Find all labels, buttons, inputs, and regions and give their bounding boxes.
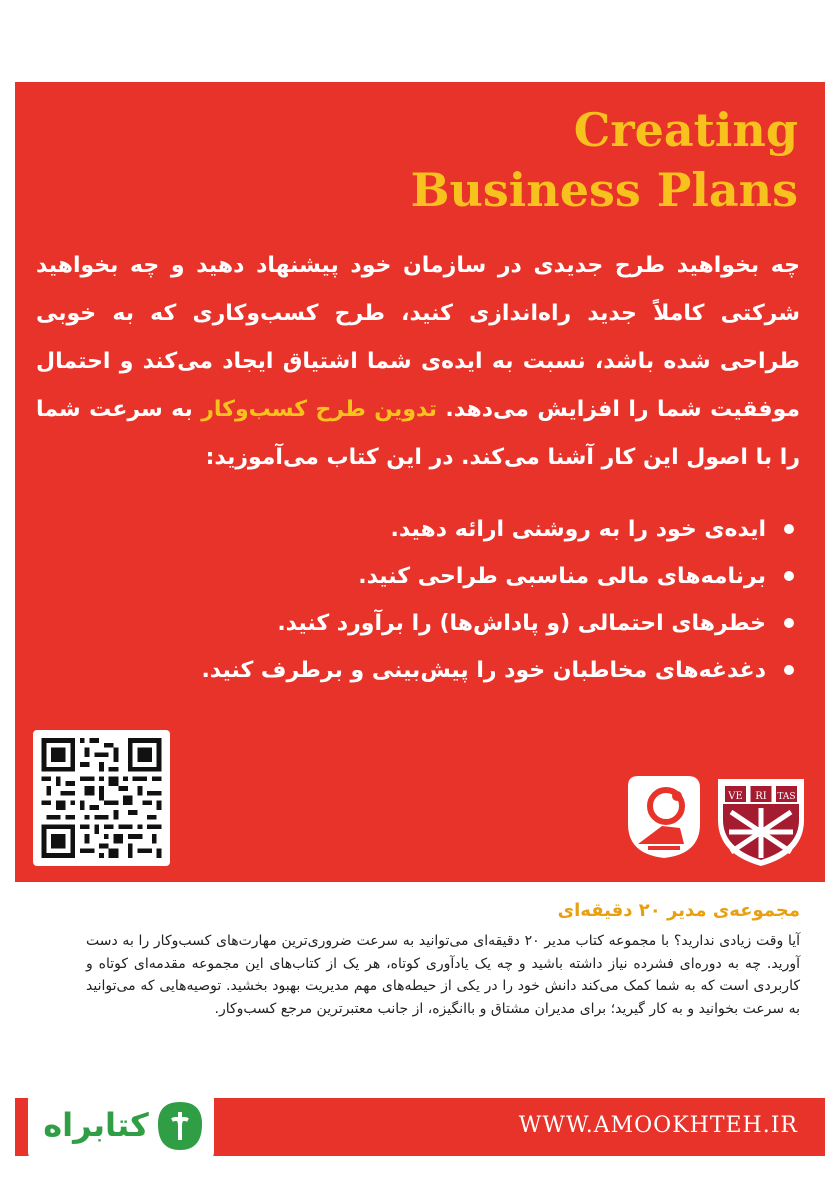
list-item-text: خطرهای احتمالی (و پاداش‌ها) را برآورد کنید. [277, 611, 766, 636]
bullet-dot-icon [784, 665, 794, 675]
intro-text-before: چه بخواهید طرح جدیدی در سازمان خود پیشنهاد دهید و چه بخواهید شرکتی کاملاً جدید راه‌اندازی کنید، طرح کسب‌و‌کاری که به خوبی طراحی شده باشد، نسبت به ایده‌ی شما اشتیاق ایجاد می‌کند و احتمال موفقیت شما را افزایش می‌دهد. [36, 253, 800, 422]
website-link[interactable]: WWW.AMOOKHTEH.IR [518, 1113, 798, 1138]
qr-pattern [41, 738, 162, 858]
list-item [200, 600, 800, 647]
bullet-dot-icon [784, 618, 794, 628]
harvard-shield-graphic [715, 776, 807, 868]
book-title [278, 100, 798, 220]
list-item-text: دغدغه‌های مخاطبان خود را پیش‌بینی و برطرف کنید. [201, 658, 766, 683]
series-description: آیا وقت زیادی ندارید؟ با مجموعه کتاب مدیر ۲۰ دقیقه‌ای می‌توانید به سرعت ضروری‌ترین مهارت‌های کسب‌وکار را به دست آورید. چه به دوره‌ای فشرده نیاز داشته باشید و چه یک یادآوری کوتاه، هر یک از کتاب‌های این مجموعه مقدمه‌ای کوتاه و کاربردی است که به شما کمک می‌کند دانش خود را در یکی از حیطه‌های مهم مدیریت بهبود بخشید. توصیه‌هایی که می‌توانید به سرعت بخوانید و به کار گیرید؛ برای مدیران مشتاق و باانگیزه، از جانب معتبرترین مرجع کسب‌وکار. [86, 933, 800, 1017]
book-leaf-icon [154, 1098, 206, 1154]
list-item [200, 553, 800, 600]
list-item-text: برنامه‌های مالی مناسبی طراحی کنید. [358, 564, 766, 589]
intro-paragraph [36, 242, 800, 482]
bullet-dot-icon [784, 571, 794, 581]
series-title: مجموعه‌ی مدیر ۲۰ دقیقه‌ای [557, 900, 800, 921]
list-item [200, 647, 800, 694]
list-item [200, 506, 800, 553]
title-line-2: Business Plans [410, 163, 798, 217]
publisher-logo-icon [618, 772, 706, 862]
publisher-logo-graphic [618, 772, 706, 862]
shield-text-3: TAS [777, 792, 796, 802]
learning-points-list [200, 506, 800, 694]
ketabrah-brand-text: کتابراه [43, 1106, 149, 1144]
harvard-shield-icon [715, 776, 807, 868]
intro-text-after: به سرعت شما را با اصول این کار آشنا می‌کند. در این کتاب می‌آموزید: [36, 397, 800, 470]
shield-text-1: VE [728, 791, 743, 802]
qr-code-icon[interactable] [33, 730, 170, 866]
list-item-text: ایده‌ی خود را به روشنی ارائه دهید. [390, 517, 766, 542]
intro-highlight: تدوین طرح کسب‌و‌کار [201, 397, 437, 422]
shield-text-2: RI [755, 791, 767, 802]
bullet-dot-icon [784, 524, 794, 534]
title-line-1: Creating [573, 103, 798, 157]
